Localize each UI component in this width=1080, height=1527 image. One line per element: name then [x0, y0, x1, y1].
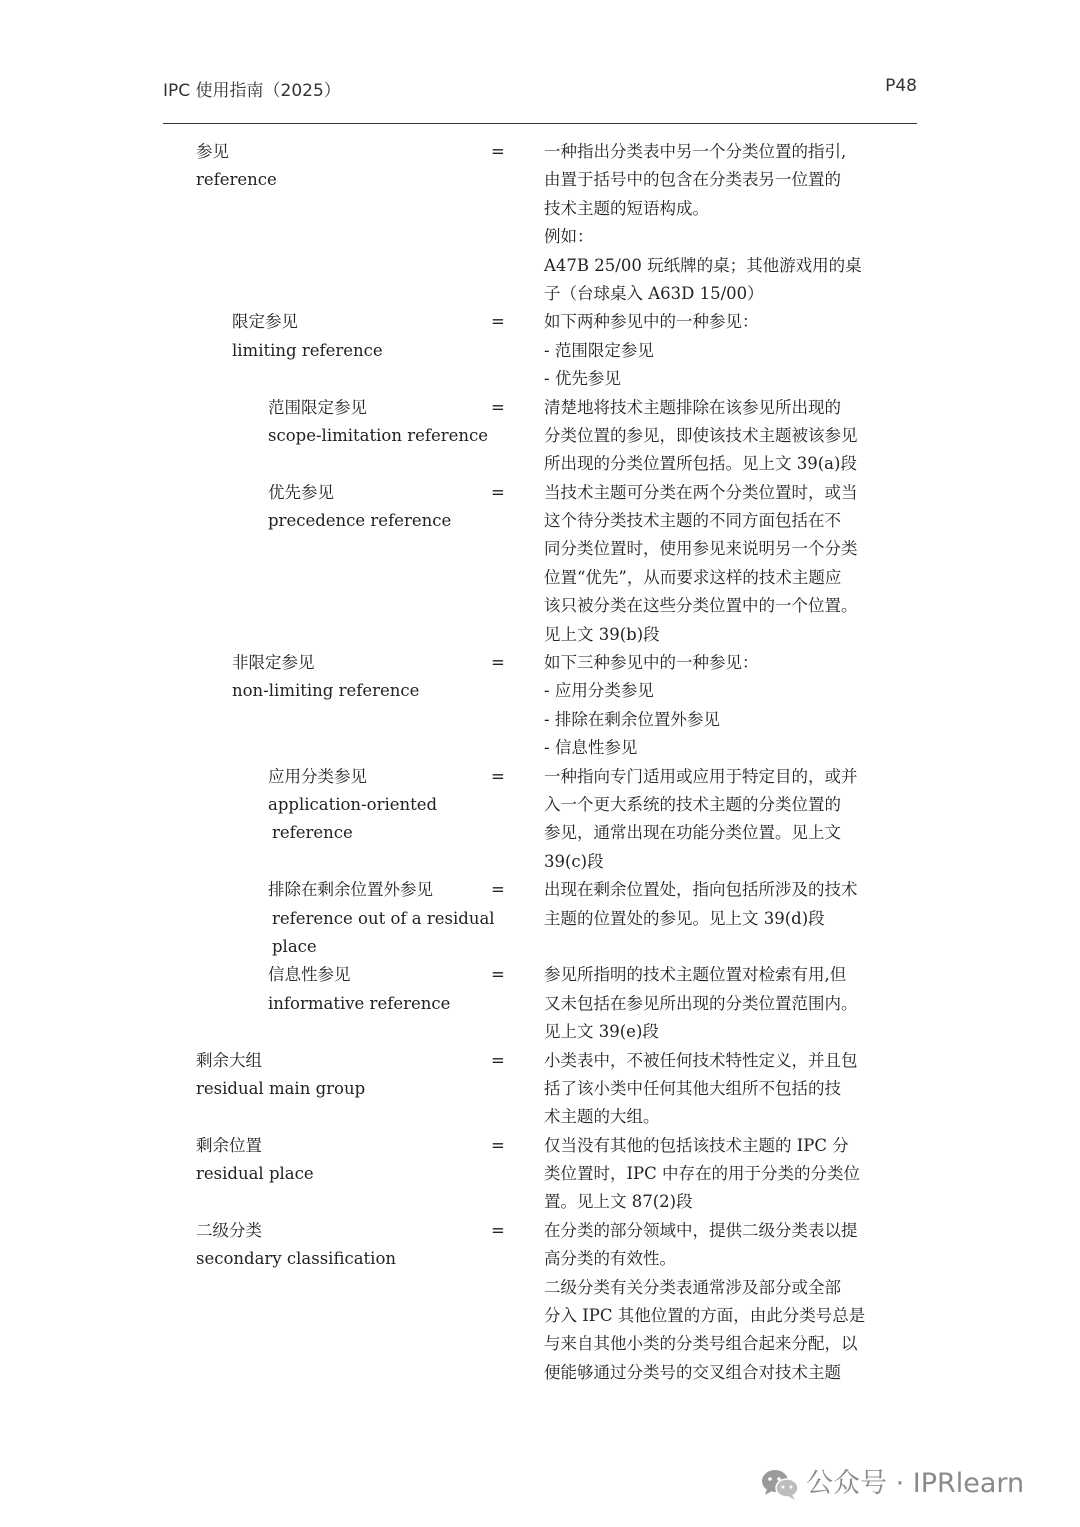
definition — [544, 479, 894, 649]
watermark-text: 公众号 · IPRlearn — [806, 1468, 1025, 1499]
document-title: IPC 使用指南（2025） — [163, 81, 341, 101]
definition — [544, 876, 894, 933]
glossary-entry-limiting-reference — [0, 308, 1080, 393]
definition-line: - 范围限定参见 — [544, 340, 654, 360]
definition-line: 在分类的部分领域中，提供二级分类表以提 — [544, 1220, 858, 1240]
definition — [544, 1047, 894, 1132]
equals-sign: = — [491, 312, 505, 332]
term — [196, 1132, 314, 1189]
definition-line: 39(c)段 — [544, 851, 604, 871]
glossary-entry-reference — [0, 138, 1080, 308]
definition-line: 当技术主题可分类在两个分类位置时，或当 — [544, 482, 858, 502]
term-zh: 剩余位置 — [196, 1135, 262, 1155]
equals-sign: = — [491, 397, 505, 417]
definition-line: 一种指出分类表中另一个分类位置的指引, — [544, 142, 847, 161]
definition — [544, 308, 894, 393]
glossary-entry-scope-limitation-reference — [0, 394, 1080, 479]
definition-line: 置。见上文 87(2)段 — [544, 1192, 693, 1212]
definition-line: - 排除在剩余位置外参见 — [544, 709, 720, 729]
definition-line: 又未包括在参见所出现的分类位置范围内。 — [544, 993, 858, 1013]
definition-line: 如下三种参见中的一种参见： — [544, 653, 759, 673]
definition-line: - 优先参见 — [544, 369, 621, 389]
definition-line: 该只被分类在这些分类位置中的一个位置。 — [544, 596, 858, 616]
page-number: P48 — [885, 76, 917, 96]
term — [196, 1217, 396, 1274]
glossary-list — [0, 138, 1080, 1387]
definition-line: 同分类位置时，使用参见来说明另一个分类 — [544, 539, 858, 559]
term — [196, 1047, 365, 1104]
definition-line: 技术主题的短语构成。 — [544, 198, 709, 218]
equals-sign: = — [491, 1135, 505, 1155]
term-zh: 二级分类 — [196, 1220, 262, 1240]
definition — [544, 961, 894, 1046]
term — [268, 394, 488, 451]
definition-line: 二级分类有关分类表通常涉及部分或全部 — [544, 1277, 841, 1297]
term-en: residual place — [196, 1164, 314, 1184]
glossary-entry-informative-reference — [0, 961, 1080, 1046]
definition — [544, 763, 894, 877]
equals-sign: = — [491, 880, 505, 900]
definition-line: 参见所指明的技术主题位置对检索有用,但 — [544, 965, 847, 985]
term-zh: 应用分类参见 — [268, 766, 367, 786]
glossary-entry-secondary-classification — [0, 1217, 1080, 1387]
term — [268, 876, 495, 961]
definition — [544, 394, 894, 479]
definition-line: 入一个更大系统的技术主题的分类位置的 — [544, 794, 841, 814]
term-zh: 优先参见 — [268, 482, 334, 502]
glossary-entry-residual-main-group — [0, 1047, 1080, 1132]
term-en: application-oriented — [268, 794, 438, 814]
term-en: non-limiting reference — [232, 681, 420, 701]
equals-sign: = — [491, 965, 505, 985]
wechat-icon — [760, 1468, 800, 1502]
definition-line: 高分类的有效性。 — [544, 1249, 676, 1269]
definition-line: 例如： — [544, 227, 594, 247]
term-en: scope-limitation reference — [268, 425, 489, 445]
equals-sign: = — [491, 1050, 505, 1070]
term — [196, 138, 277, 195]
definition-line: 便能够通过分类号的交叉组合对技术主题 — [544, 1362, 841, 1382]
term-zh: 范围限定参见 — [268, 397, 367, 417]
glossary-entry-application-oriented-reference — [0, 763, 1080, 877]
definition — [544, 1132, 894, 1217]
term — [268, 763, 437, 848]
equals-sign: = — [491, 142, 505, 161]
term-en: limiting reference — [232, 340, 383, 360]
definition-line: 与来自其他小类的分类号组合起来分配，以 — [544, 1334, 858, 1354]
term — [232, 308, 383, 365]
equals-sign: = — [491, 1220, 505, 1240]
definition — [544, 649, 894, 763]
definition-line: 所出现的分类位置所包括。见上文 39(a)段 — [544, 454, 857, 474]
term-en: secondary classification — [196, 1249, 397, 1269]
definition-line: 括了该小类中任何其他大组所不包括的技 — [544, 1078, 841, 1098]
definition-line: 一种指向专门适用或应用于特定目的，或并 — [544, 766, 858, 786]
definition-line: 类位置时，IPC 中存在的用于分类的分类位 — [544, 1164, 860, 1184]
term-en: informative reference — [268, 993, 451, 1013]
definition-line: 由置于括号中的包含在分类表另一位置的 — [544, 170, 841, 190]
term-zh: 非限定参见 — [232, 653, 315, 673]
definition-line: 参见，通常出现在功能分类位置。见上文 — [544, 823, 841, 843]
term-en-continued: place — [272, 936, 317, 956]
definition-line: A47B 25/00 玩纸牌的桌；其他游戏用的桌 — [544, 255, 862, 275]
definition-line: 位置“优先”，从而要求这样的技术主题应 — [544, 567, 842, 587]
term-zh: 限定参见 — [232, 312, 298, 332]
term-zh: 剩余大组 — [196, 1050, 262, 1070]
definition-line: 见上文 39(e)段 — [544, 1022, 659, 1042]
term-zh: 信息性参见 — [268, 965, 351, 985]
glossary-entry-non-limiting-reference — [0, 649, 1080, 763]
header-rule — [163, 123, 917, 124]
definition-line: 小类表中，不被任何技术特性定义，并且包 — [544, 1050, 858, 1070]
definition-line: 出现在剩余位置处，指向包括所涉及的技术 — [544, 880, 858, 900]
glossary-entry-residual-place — [0, 1132, 1080, 1217]
definition-line: 分入 IPC 其他位置的方面，由此分类号总是 — [544, 1306, 866, 1326]
definition — [544, 1217, 894, 1387]
definition-line: 这个待分类技术主题的不同方面包括在不 — [544, 511, 841, 531]
definition-line: 见上文 39(b)段 — [544, 624, 660, 644]
definition-line: - 信息性参见 — [544, 738, 638, 758]
term-en: precedence reference — [268, 511, 452, 531]
term-en-continued: reference — [272, 823, 353, 843]
equals-sign: = — [491, 653, 505, 673]
page-header — [163, 76, 917, 106]
term-zh: 排除在剩余位置外参见 — [268, 880, 433, 900]
definition-line: 如下两种参见中的一种参见： — [544, 312, 759, 332]
term-en: reference out of a residual — [272, 908, 495, 928]
definition-line: - 应用分类参见 — [544, 681, 654, 701]
equals-sign: = — [491, 482, 505, 502]
term — [268, 961, 450, 1018]
definition — [544, 138, 894, 308]
definition-line: 仅当没有其他的包括该技术主题的 IPC 分 — [544, 1135, 849, 1155]
term — [232, 649, 419, 706]
term-en: residual main group — [196, 1078, 366, 1098]
definition-line: 子（台球桌入 A63D 15/00） — [544, 283, 764, 303]
definition-line: 术主题的大组。 — [544, 1107, 660, 1127]
term-zh: 参见 — [196, 142, 229, 161]
glossary-entry-precedence-reference — [0, 479, 1080, 649]
term — [268, 479, 451, 536]
term-en: reference — [196, 170, 277, 190]
definition-line: 主题的位置处的参见。见上文 39(d)段 — [544, 908, 825, 928]
definition-line: 清楚地将技术主题排除在该参见所出现的 — [544, 397, 841, 417]
glossary-entry-reference-out-of-residual-place — [0, 876, 1080, 961]
watermark — [760, 1464, 1024, 1504]
definition-line: 分类位置的参见，即使该技术主题被该参见 — [544, 425, 858, 445]
equals-sign: = — [491, 766, 505, 786]
